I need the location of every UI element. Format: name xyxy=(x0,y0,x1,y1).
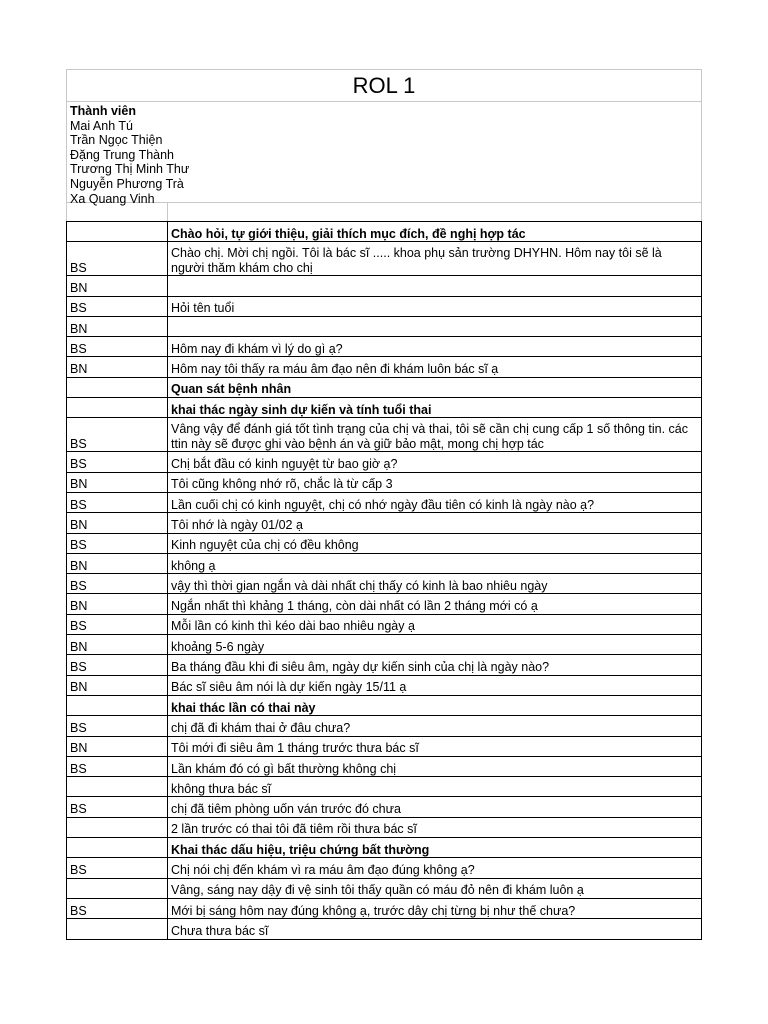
speaker-cell: BS xyxy=(67,898,168,918)
speaker-cell xyxy=(67,838,168,858)
member-name: Trần Ngọc Thiện xyxy=(70,133,163,148)
utterance-cell: Chào chị. Mời chị ngồi. Tôi là bác sĩ ..... khoa phụ sản trường DHYHN. Hôm nay tôi sẽ là người thăm khám cho chị xyxy=(168,242,702,276)
dialogue-row xyxy=(67,337,702,357)
dialogue-row xyxy=(67,472,702,492)
utterance-cell: chị đã đi khám thai ở đâu chưa? xyxy=(168,716,702,736)
speaker-cell xyxy=(67,777,168,797)
speaker-cell: BN xyxy=(67,513,168,533)
speaker-cell xyxy=(67,817,168,837)
utterance-cell: Tôi cũng không nhớ rõ, chắc là từ cấp 3 xyxy=(168,472,702,492)
speaker-cell: BS xyxy=(67,296,168,316)
speaker-cell: BS xyxy=(67,614,168,634)
speaker-cell: BS xyxy=(67,337,168,357)
speaker-cell xyxy=(67,377,168,397)
members-block xyxy=(66,101,702,206)
dialogue-row xyxy=(67,858,702,878)
dialogue-row xyxy=(67,418,702,452)
utterance-cell: Chưa thưa bác sĩ xyxy=(168,919,702,939)
utterance-cell: không thưa bác sĩ xyxy=(168,777,702,797)
utterance-cell: Ngắn nhất thì khảng 1 tháng, còn dài nhất có lần 2 tháng mới có ạ xyxy=(168,594,702,614)
member-name: Nguyễn Phương Trà xyxy=(70,176,184,191)
utterance-cell: Chị nói chị đến khám vì ra máu âm đạo đúng không ạ? xyxy=(168,858,702,878)
utterance-cell: Kinh nguyệt của chị có đều không xyxy=(168,533,702,553)
speaker-cell: BS xyxy=(67,716,168,736)
speaker-cell xyxy=(67,222,168,242)
dialogue-row xyxy=(67,817,702,837)
dialogue-row xyxy=(67,316,702,336)
speaker-cell xyxy=(67,919,168,939)
member-name: Trương Thị Minh Thư xyxy=(70,162,190,177)
members-heading: Thành viên xyxy=(70,104,136,118)
speaker-cell: BS xyxy=(67,756,168,776)
dialogue-row xyxy=(67,898,702,918)
dialogue-row xyxy=(67,377,702,397)
speaker-cell: BN xyxy=(67,594,168,614)
dialogue-row xyxy=(67,533,702,553)
speaker-cell: BS xyxy=(67,492,168,512)
dialogue-row xyxy=(67,878,702,898)
utterance-cell xyxy=(168,316,702,336)
utterance-cell: Hôm nay đi khám vì lý do gì ạ? xyxy=(168,337,702,357)
speaker-cell: BN xyxy=(67,635,168,655)
utterance-cell: Vâng vậy để đánh giá tốt tình trạng của chị và thai, tôi sẽ cần chị cung cấp 1 số thông tin. các ttin này sẽ được ghi vào bệnh án và giữ bảo mật, mong chị hợp tác xyxy=(168,418,702,452)
utterance-cell: Vâng, sáng nay dậy đi vệ sinh tôi thấy quần có máu đỏ nên đi khám luôn ạ xyxy=(168,878,702,898)
document-sheet xyxy=(66,69,702,940)
dialogue-row xyxy=(67,276,702,296)
speaker-cell: BN xyxy=(67,553,168,573)
dialogue-row xyxy=(67,492,702,512)
dialogue-row xyxy=(67,574,702,594)
utterance-cell: Chị bắt đầu có kinh nguyệt từ bao giờ ạ? xyxy=(168,452,702,472)
speaker-cell: BN xyxy=(67,316,168,336)
utterance-cell: Bác sĩ siêu âm nói là dự kiến ngày 15/11 ạ xyxy=(168,675,702,695)
section-heading-cell: Quan sát bệnh nhân xyxy=(168,377,702,397)
speaker-cell: BS xyxy=(67,797,168,817)
dialogue-row xyxy=(67,655,702,675)
dialogue-row xyxy=(67,452,702,472)
dialogue-row xyxy=(67,695,702,715)
speaker-cell: BS xyxy=(67,533,168,553)
utterance-cell: khoảng 5-6 ngày xyxy=(168,635,702,655)
utterance-cell: Mới bị sáng hôm nay đúng không ạ, trước dây chị từng bị như thế chưa? xyxy=(168,898,702,918)
utterance-cell: Hỏi tên tuổi xyxy=(168,296,702,316)
speaker-cell: BN xyxy=(67,276,168,296)
utterance-cell: Mỗi lần có kinh thì kéo dài bao nhiêu ngày ạ xyxy=(168,614,702,634)
dialogue-row xyxy=(67,242,702,276)
dialogue-row xyxy=(67,614,702,634)
dialogue-row xyxy=(67,716,702,736)
speaker-cell xyxy=(67,878,168,898)
speaker-cell: BN xyxy=(67,736,168,756)
speaker-cell: BS xyxy=(67,452,168,472)
document-title: ROL 1 xyxy=(66,69,702,101)
dialogue-row xyxy=(67,777,702,797)
speaker-cell: BN xyxy=(67,472,168,492)
dialogue-row xyxy=(67,838,702,858)
speaker-cell: BS xyxy=(67,242,168,276)
utterance-cell: Tôi mới đi siêu âm 1 tháng trước thưa bác sĩ xyxy=(168,736,702,756)
dialogue-row xyxy=(67,222,702,242)
speaker-cell xyxy=(67,695,168,715)
utterance-cell: 2 lần trước có thai tôi đã tiêm rồi thưa bác sĩ xyxy=(168,817,702,837)
section-heading-cell: Khai thác dấu hiệu, triệu chứng bất thường xyxy=(168,838,702,858)
dialogue-row xyxy=(67,635,702,655)
speaker-cell: BN xyxy=(67,675,168,695)
utterance-cell: Lần cuối chị có kinh nguyệt, chị có nhớ ngày đầu tiên có kinh là ngày nào ạ? xyxy=(168,492,702,512)
speaker-cell: BS xyxy=(67,418,168,452)
dialogue-row xyxy=(67,675,702,695)
utterance-cell: chị đã tiêm phòng uốn ván trước đó chưa xyxy=(168,797,702,817)
utterance-cell: Lần khám đó có gì bất thường không chị xyxy=(168,756,702,776)
dialogue-row xyxy=(67,357,702,377)
member-name: Đặng Trung Thành xyxy=(70,147,175,162)
utterance-cell xyxy=(168,276,702,296)
speaker-cell: BN xyxy=(67,357,168,377)
member-name: Xa Quang Vinh xyxy=(70,191,155,206)
dialogue-row xyxy=(67,756,702,776)
section-heading-cell: khai thác lần có thai này xyxy=(168,695,702,715)
member-name: Mai Anh Tú xyxy=(70,118,134,133)
speaker-cell: BS xyxy=(67,574,168,594)
utterance-cell: Hôm nay tôi thấy ra máu âm đạo nên đi khám luôn bác sĩ ạ xyxy=(168,357,702,377)
dialogue-row xyxy=(67,736,702,756)
dialogue-row xyxy=(67,797,702,817)
utterance-cell: Tôi nhớ là ngày 01/02 ạ xyxy=(168,513,702,533)
utterance-cell: vậy thì thời gian ngắn và dài nhất chị thấy có kinh là bao nhiêu ngày xyxy=(168,574,702,594)
speaker-cell: BS xyxy=(67,655,168,675)
dialogue-row xyxy=(67,398,702,418)
dialogue-row xyxy=(67,919,702,939)
dialogue-table xyxy=(66,221,702,940)
speaker-cell: BS xyxy=(67,858,168,878)
dialogue-row xyxy=(67,296,702,316)
dialogue-row xyxy=(67,513,702,533)
utterance-cell: không ạ xyxy=(168,553,702,573)
dialogue-row xyxy=(67,594,702,614)
utterance-cell: Ba tháng đầu khi đi siêu âm, ngày dự kiến sinh của chị là ngày nào? xyxy=(168,655,702,675)
section-heading-cell: Chào hỏi, tự giới thiệu, giải thích mục đích, đề nghị hợp tác xyxy=(168,222,702,242)
speaker-cell xyxy=(67,398,168,418)
dialogue-row xyxy=(67,553,702,573)
spacer-row xyxy=(66,202,702,221)
section-heading-cell: khai thác ngày sinh dự kiến và tính tuổi thai xyxy=(168,398,702,418)
